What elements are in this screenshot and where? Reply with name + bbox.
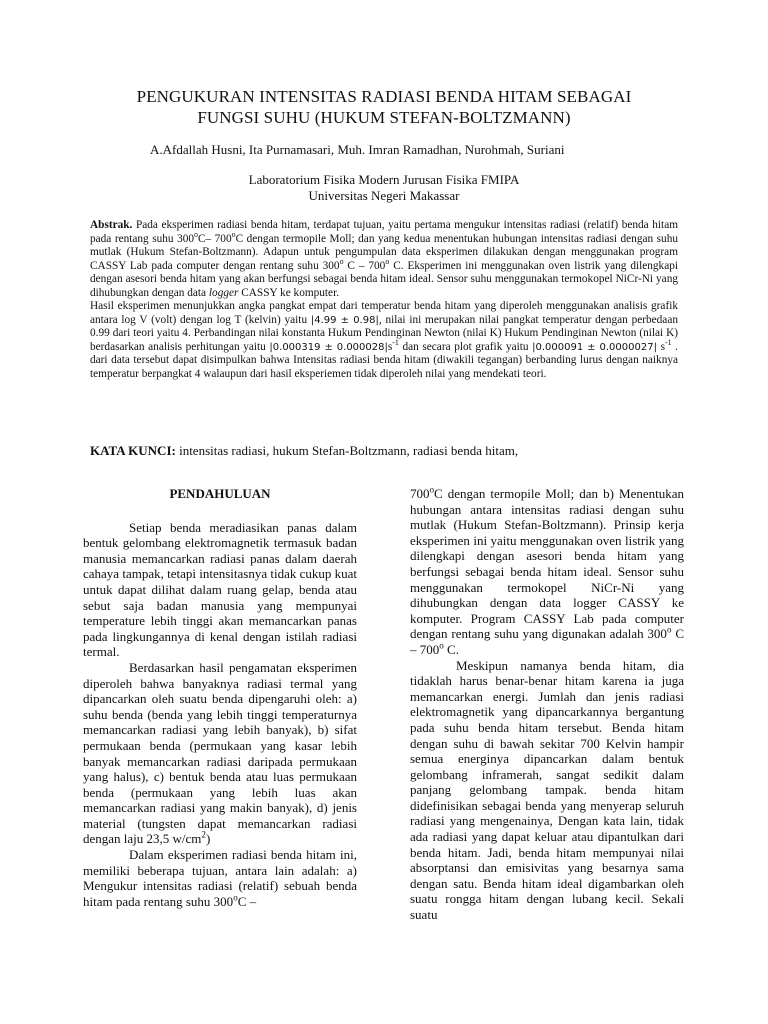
- paragraph-text: Dalam eksperimen radiasi benda hitam ini, memiliki beberapa tujuan, antara lain adalah: a) Mengukur intensitas radiasi (relatif) sebuah benda hitam pada rentang suhu 300: [83, 847, 357, 909]
- paragraph-text: C – 700: [410, 626, 684, 657]
- abstract-text: C dengan termopile Moll; dan yang kedua menentukan hubungan intensitas radiasi dengan suhu mutlak (Hukum Stefan-Boltzmann). Adapun untuk pengumpulan data eksperimen dilakukan dengan menggunakan program CASSY Lab pada computer dengan rentang suhu 300: [90, 232, 678, 272]
- title-line-2: FUNGSI SUHU (HUKUM STEFAN-BOLTZMANN): [197, 108, 571, 127]
- degree-sup: o: [429, 484, 435, 495]
- abstract-text: s: [387, 340, 393, 353]
- keywords: [90, 443, 678, 459]
- paragraph-text: ): [205, 831, 211, 847]
- paragraph-text: C –: [237, 893, 257, 909]
- abstract-text: Pada eksperimen radiasi benda hitam, terdapat tujuan, yaitu pertama mengukur intensitas radiasi (relatif) benda hitam pada rentang suhu 300: [90, 219, 678, 245]
- degree-sup: o: [439, 640, 444, 651]
- abstract-text: , nilai ini merupakan nilai pangkat temperatur dengan perbedaan 0.99 dari teori yaitu 4. Perbandingan nilai konstanta Hukum Pendinginan Newton (nilai K) Hukum Pendinginan Newton (nilai K) berdasarkan analisis perhitungan yaitu: [90, 313, 678, 353]
- exponent-value: |4.99 ± 0.98|: [310, 314, 379, 326]
- abstract-text: CASSY ke komputer.: [238, 286, 340, 299]
- abstract-label: Abstrak.: [90, 219, 133, 231]
- paragraph: Meskipun namanya benda hitam, dia tidaklah harus benar-benar hitam karena ia juga memancarkan energi. Jumlah dan jenis radiasi elektromagnetik yang dipancarkannya bergantung pada suhu benda hitam tersebut. Benda hitam dengan suhu di bawah sekitar 700 Kelvin hampir semua energinya dipancarkan dalam bentuk gelombang inframerah, sangat sedikit dalam panjang gelombang tampak. benda hitam didefinisikan sebagai benda yang menyerap seluruh radiasi yang mengenainya, Dengan kata lain, tidak ada radiasi yang dapat keluar atau dipantulkan dari benda hitam. Jadi, benda hitam mempunyai nilai absorptansi dan emisivitas yang besarnya sama dengan satu. Benda hitam ideal digambarkan oleh suatu rongga hitam dengan lubang kecil. Sekali suatu: [410, 657, 684, 923]
- paragraph-text: 700: [410, 486, 430, 501]
- right-column: [410, 486, 684, 923]
- degree-sup: o: [233, 892, 238, 903]
- logger-italic: logger: [208, 286, 239, 299]
- abstract-text: . dari data tersebut dapat disimpulkan bahwa Intensitas radiasi benda hitam (diwakili tegangan) berbanding lurus dengan naiknya temperatur berpangkat 4 walaupun dari hasil eksperiemen tidak diperoleh nilai yang mendekati teori.: [90, 340, 678, 380]
- paragraph-text: Berdasarkan hasil pengamatan eksperimen diperoleh bahwa banyaknya radiasi termal yang dipancarkan oleh suatu benda dipengaruhi oleh: a) suhu benda (benda yang lebih tinggi temperaturnya memancarkan radiasi yang lebih banyak), b) sifat permukaan benda (permukaan yang kasar lebih banyak memancarkan radiasi daripada permukaan yang halus), c) bentuk benda atau luas permukaan benda (permukaan yang lebih luas akan memancarkan radiasi yang makin banyak), d) jenis material (tungsten dapat memancarkan radiasi dengan laju 23,5 w/cm: [83, 659, 357, 847]
- affiliation-line-2: Universitas Negeri Makassar: [308, 188, 460, 203]
- left-column: [83, 486, 357, 909]
- k-value-plot: |0.000091 ± 0.0000027|: [532, 341, 657, 353]
- abstract-text: C. Eksperimen ini menggunakan oven listrik yang dilengkapi dengan asesori benda hitam yang akan berfungsi sebagai benda hitam ideal. Sensor suhu menggunakan termokopel NiCr-Ni yang dihubungkan dengan data: [90, 259, 679, 299]
- paragraph-text: C dengan termopile Moll; dan b) Menentukan hubungan antara intensitas radiasi dengan suhu mutlak (Hukum Stefan-Boltzmann). Prinsip kerja eksperimen ini yaitu menggunakan oven listrik yang dilengkapi dengan asesori benda hitam yang berfungsi sebagai benda hitam ideal. Sensor suhu menggunakan termokopel NiCr-Ni yang dihubungkan dengan data logger CASSY ke komputer. Program CASSY Lab pada computer dengan rentang suhu yang digunakan adalah 300: [410, 486, 684, 642]
- keywords-text: intensitas radiasi, hukum Stefan-Boltzmann, radiasi benda hitam,: [175, 443, 519, 458]
- title-line-1: PENGUKURAN INTENSITAS RADIASI BENDA HITAM SEBAGAI: [136, 87, 632, 106]
- paragraph-text: C.: [443, 641, 459, 657]
- paragraph: [83, 660, 357, 847]
- abstract-text: Hasil eksperimen menunjukkan angka pangkat empat dari temperatur benda hitam yang diperoleh menggunakan analisis grafik antara log V (volt) dengan log T (kelvin) yaitu: [90, 300, 678, 326]
- abstract-paragraph-1: [90, 219, 678, 300]
- abstract-text: C– 700: [197, 232, 232, 245]
- abstract-text: C – 700: [343, 259, 386, 272]
- paragraph: Setiap benda meradiasikan panas dalam bentuk gelombang elektromagnetik termasuk badan manusia memancarkan radiasi panas dalam daerah cahaya tampak, tetapi intensitasnya tidak cukup kuat untuk dapat dilihat dalam ruang gelap, benda atau sebut saja badan manusia yang mempunyai temperature lebih tinggi akan memancarkan panas pada lingkungannya di kenal dengan istilah radiasi termal.: [83, 519, 357, 660]
- degree-sup: o: [385, 256, 390, 266]
- keywords-label: KATA KUNCI:: [90, 443, 176, 458]
- author-list: A.Afdallah Husni, Ita Purnamasari, Muh. Imran Ramadhan, Nurohmah, Suriani: [150, 142, 565, 157]
- degree-sup: o: [339, 256, 344, 266]
- abstract-paragraph-2: [90, 300, 678, 381]
- k-value-calculation: |0.000319 ± 0.000028|: [269, 341, 388, 353]
- degree-sup: o: [666, 625, 672, 636]
- paragraph: [410, 486, 684, 658]
- abstract-text: s: [656, 340, 665, 353]
- affiliation-line-1: Laboratorium Fisika Modern Jurusan Fisika FMIPA: [248, 172, 520, 187]
- degree-sup: o: [194, 229, 198, 239]
- unit-sup: -1: [664, 337, 672, 347]
- paragraph: [83, 847, 357, 909]
- abstract-text: dan secara plot grafik yaitu: [398, 340, 533, 353]
- paper-title: [100, 86, 668, 128]
- abstract: [90, 219, 678, 381]
- section-heading: PENDAHULUAN: [169, 486, 271, 501]
- unit-sup: -1: [392, 337, 399, 347]
- squared-sup: 2: [201, 830, 206, 841]
- affiliation: [200, 172, 568, 204]
- degree-sup: o: [231, 229, 236, 239]
